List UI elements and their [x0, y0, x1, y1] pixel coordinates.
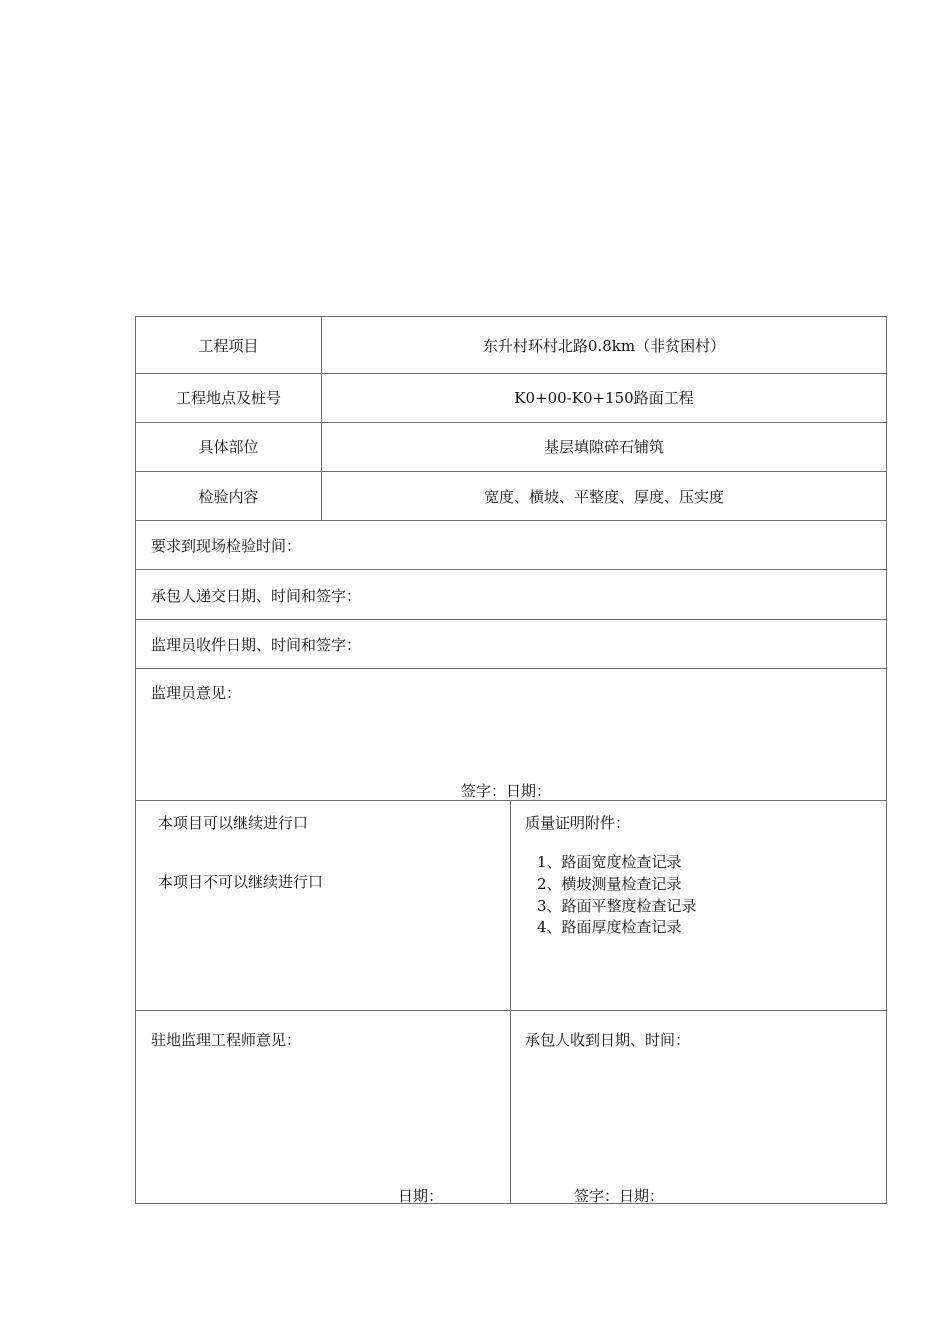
project-value: 东升村环村北路0.8km（非贫困村） [482, 337, 726, 355]
supervisor-signature-date: 签字：日期： [461, 782, 552, 800]
engineer-date: 日期： [398, 1187, 444, 1205]
row-divider [136, 520, 886, 521]
column-divider [510, 800, 511, 1204]
site-inspection-time-field: 要求到现场检验时间： [151, 537, 302, 555]
inspection-request-form [135, 316, 887, 1204]
attachment-item: 1、路面宽度检查记录 [537, 853, 682, 871]
content-value: 宽度、横坡、平整度、厚度、压实度 [483, 488, 724, 506]
row-divider [136, 569, 886, 570]
contractor-submit-field: 承包人递交日期、时间和签字： [151, 587, 362, 605]
row-divider [136, 422, 886, 423]
location-value: K0+00-K0+150路面工程 [514, 389, 694, 407]
project-label: 工程项目 [198, 337, 259, 355]
supervisor-opinion-label: 监理员意见： [151, 684, 242, 702]
attachment-item: 2、横坡测量检查记录 [537, 875, 682, 893]
row-divider [136, 668, 886, 669]
engineer-opinion-label: 驻地监理工程师意见： [151, 1031, 302, 1049]
location-label: 工程地点及桩号 [175, 389, 281, 407]
row-divider [136, 619, 886, 620]
part-label: 具体部位 [198, 438, 259, 456]
content-label: 检验内容 [198, 488, 259, 506]
row-divider [136, 471, 886, 472]
attachment-item: 3、路面平整度检查记录 [537, 897, 697, 915]
contractor-receipt-label: 承包人收到日期、时间： [525, 1031, 691, 1049]
not-continue-option: 本项目不可以继续进行口 [158, 873, 324, 891]
attachment-item: 4、路面厚度检查记录 [537, 918, 682, 936]
row-divider [136, 1010, 886, 1011]
row-divider [136, 373, 886, 374]
attachments-title: 质量证明附件： [525, 814, 631, 832]
continue-option: 本项目可以继续进行口 [158, 814, 309, 832]
part-value: 基层填隙碎石铺筑 [543, 438, 664, 456]
supervisor-receive-field: 监理员收件日期、时间和签字： [151, 636, 362, 654]
contractor-signature-date: 签字：日期： [574, 1187, 665, 1205]
